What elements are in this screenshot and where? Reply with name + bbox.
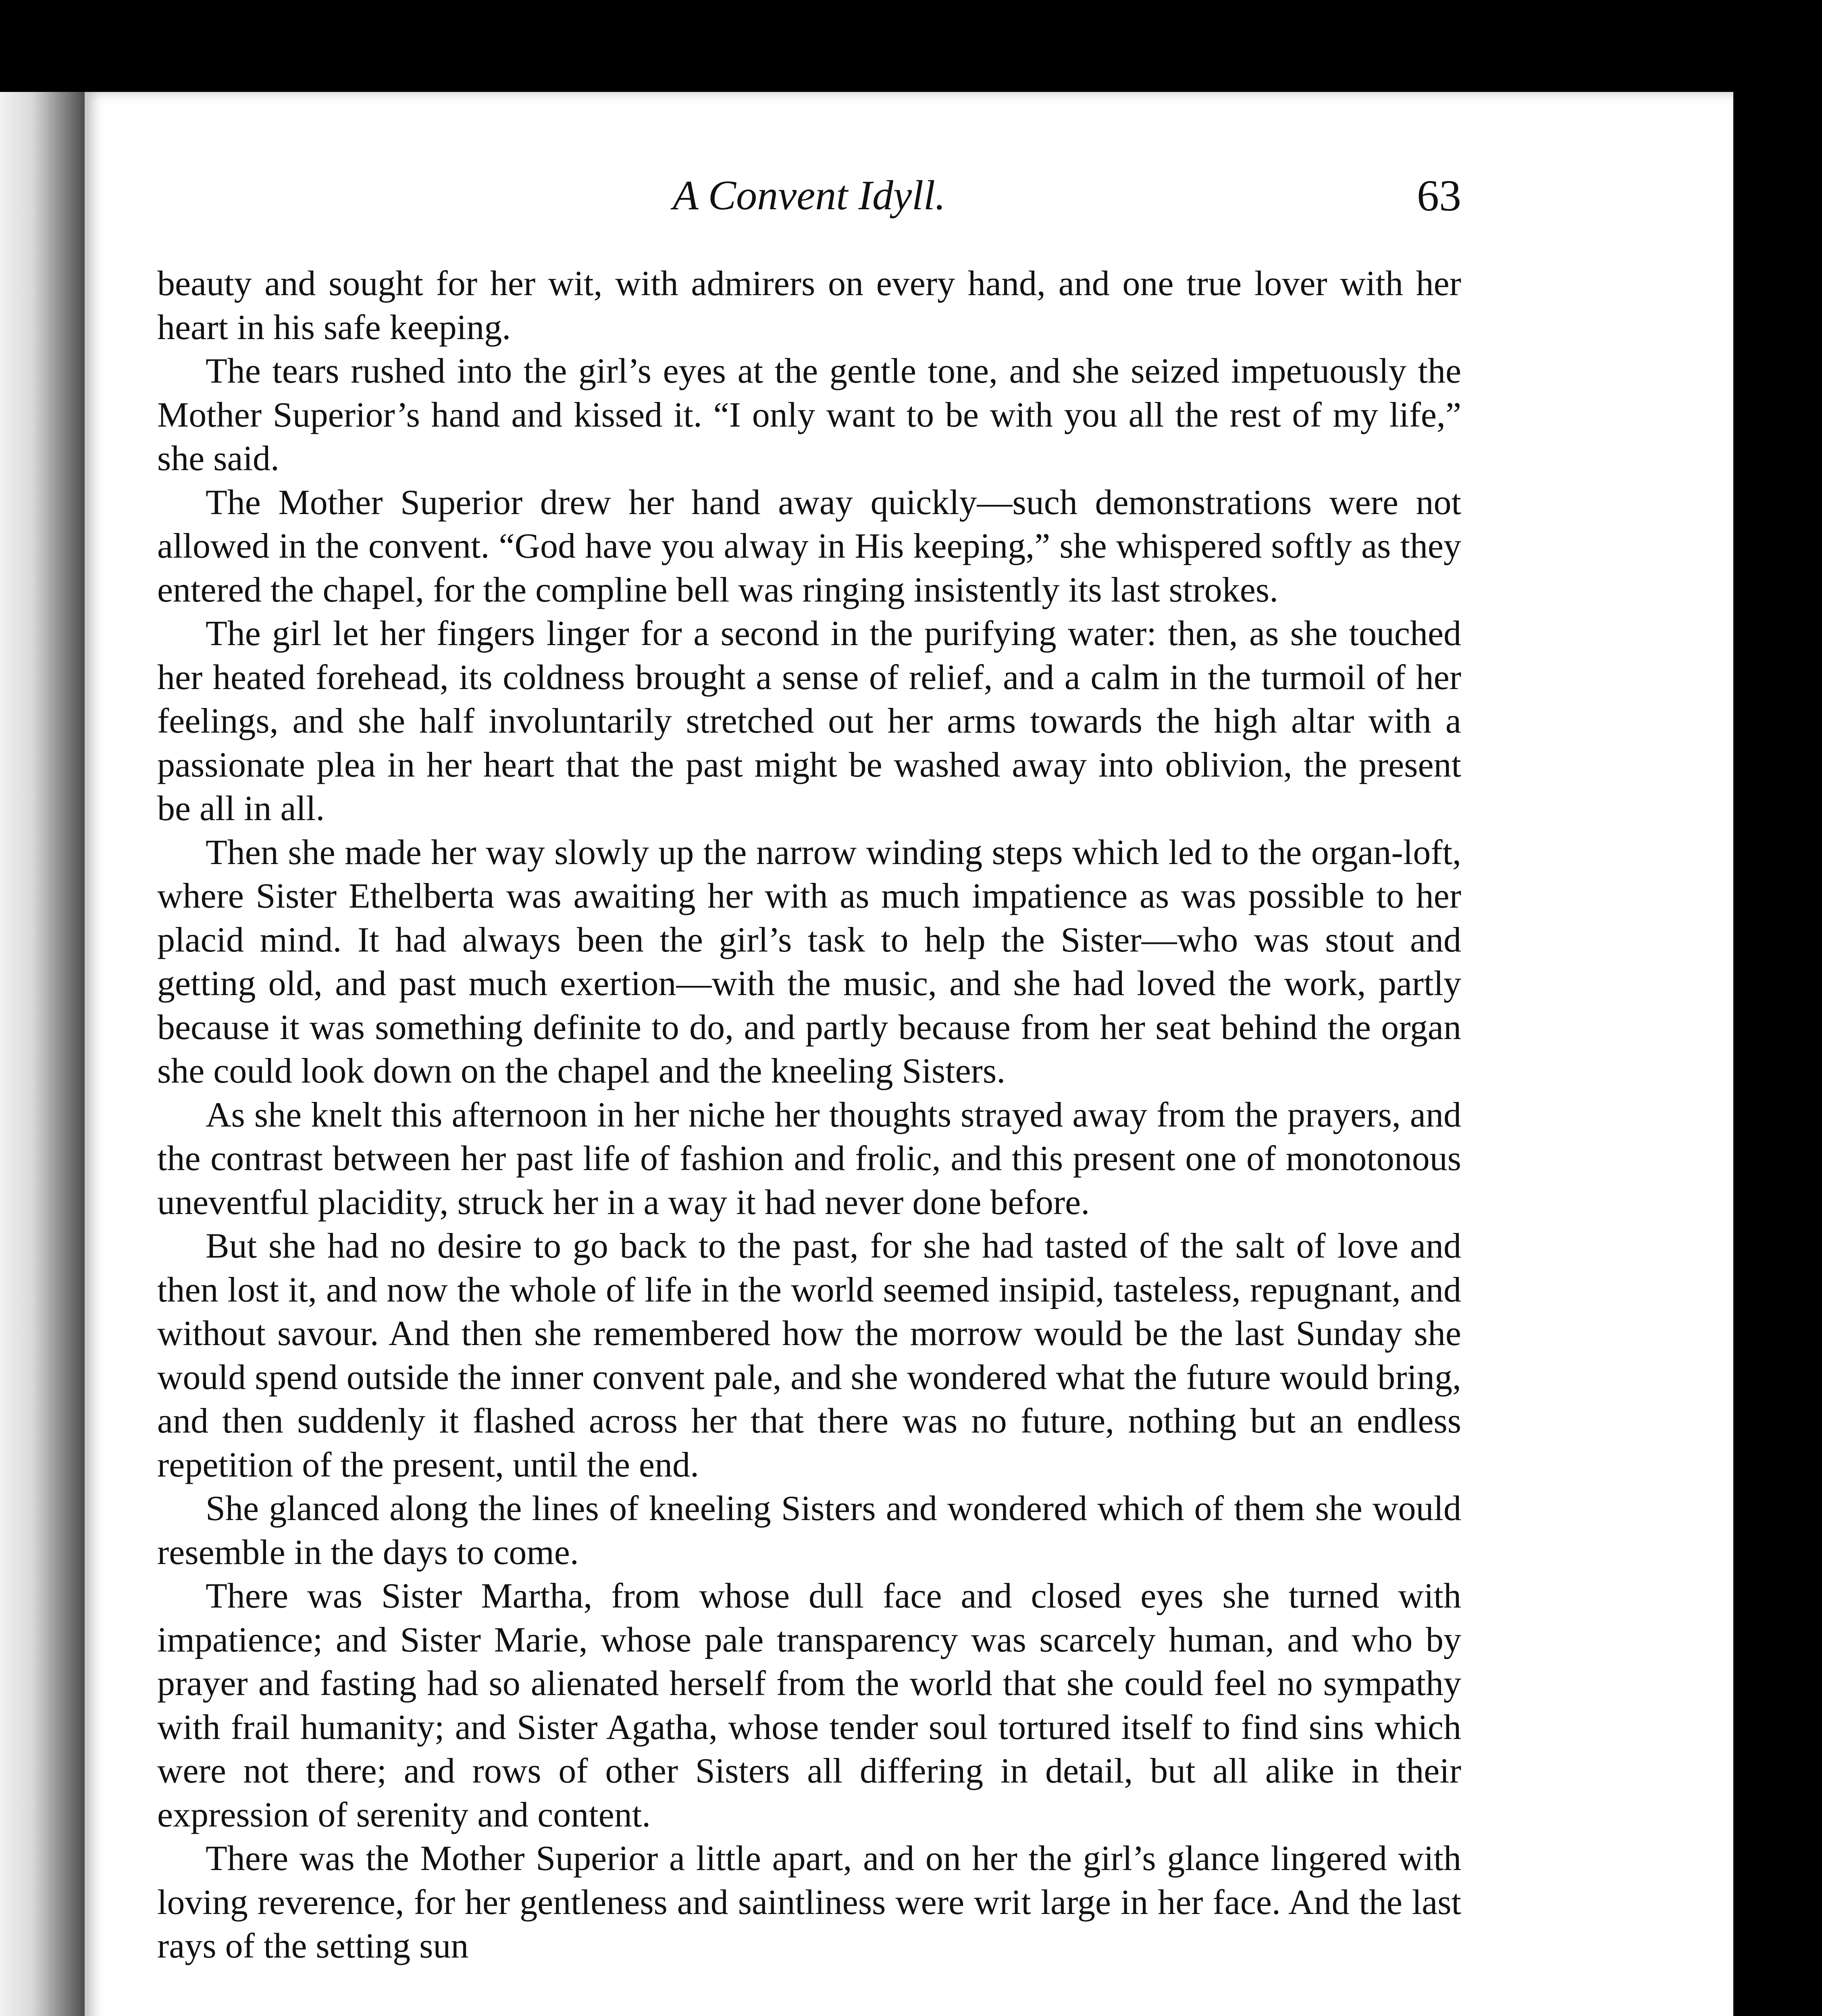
paragraph-9: There was Sister Martha, from whose dull face and closed eyes she turned with impatience; and Sister Marie, whose pale transparency was scarcely human, and who by prayer and fasting had so alienated herself from the world that she could feel no sympathy with frail humanity; and Sister Agatha, whose tender soul tortured itself to find sins which were not there; and rows of other Sisters all differing in detail, but all alike in their expression of serenity and content. xyxy=(157,1577,1461,1835)
paragraph-4: The girl let her fingers linger for a second in the purifying water: then, as she touched her heated forehead, its coldness brought a sense of relief, and a calm in the turmoil of her feelings, and she half involuntarily stretched out her arms towards the high altar with a passionate plea in her heart that the past might be washed away into oblivion, the present be all in all. xyxy=(157,614,1461,828)
paragraph-3: The Mother Superior drew her hand away quickly—such demonstrations were not allowed in the convent. “God have you alway in His keeping,” she whispered softly as they entered the chapel, for the compline bell was ringing insistently its last strokes. xyxy=(157,483,1461,610)
running-head xyxy=(157,165,1461,226)
paragraph-8: She glanced along the lines of kneeling Sisters and wondered which of them she would resemble in the days to come. xyxy=(157,1489,1461,1572)
facing-page-edge xyxy=(0,92,85,2016)
paragraph-1: beauty and sought for her wit, with admirers on every hand, and one true lover with her heart in his safe keeping. xyxy=(157,264,1461,347)
page-number: 63 xyxy=(1417,171,1461,220)
running-title: A Convent Idyll. xyxy=(673,172,946,219)
paragraph-2: The tears rushed into the girl’s eyes at the gentle tone, and she seized impetuously the Mother Superior’s hand and kissed it. “I only want to be with you all the rest of my life,” she said. xyxy=(157,352,1461,478)
body-text xyxy=(157,262,1461,1968)
paragraph-7: But she had no desire to go back to the past, for she had tasted of the salt of love and then lost it, and now the whole of life in the world seemed insipid, tasteless, repugnant, and without savour. And then she remembered how the morrow would be the last Sunday she would spend outside the inner convent pale, and she wondered what the future would bring, and then suddenly it flashed across her that there was no future, nothing but an endless repetition of the present, until the end. xyxy=(157,1227,1461,1485)
paragraph-10: There was the Mother Superior a little apart, and on her the girl’s glance lingered with loving reverence, for her gentleness and saintliness were writ large in her face. And the last rays of the setting sun xyxy=(157,1839,1461,1966)
paragraph-6: As she knelt this afternoon in her niche her thoughts strayed away from the prayers, and the contrast between her past life of fashion and frolic, and this present one of monotonous uneventful placidity, struck her in a way it had never done before. xyxy=(157,1095,1461,1222)
paragraph-5: Then she made her way slowly up the narrow winding steps which led to the organ-loft, where Sister Ethelberta was awaiting her with as much impatience as was possible to her placid mind. It had always been the girl’s task to help the Sister—who was stout and getting old, and past much exertion—with the music, and she had loved the work, partly because it was something definite to do, and partly because from her seat behind the organ she could look down on the chapel and the kneeling Sisters. xyxy=(157,833,1461,1091)
